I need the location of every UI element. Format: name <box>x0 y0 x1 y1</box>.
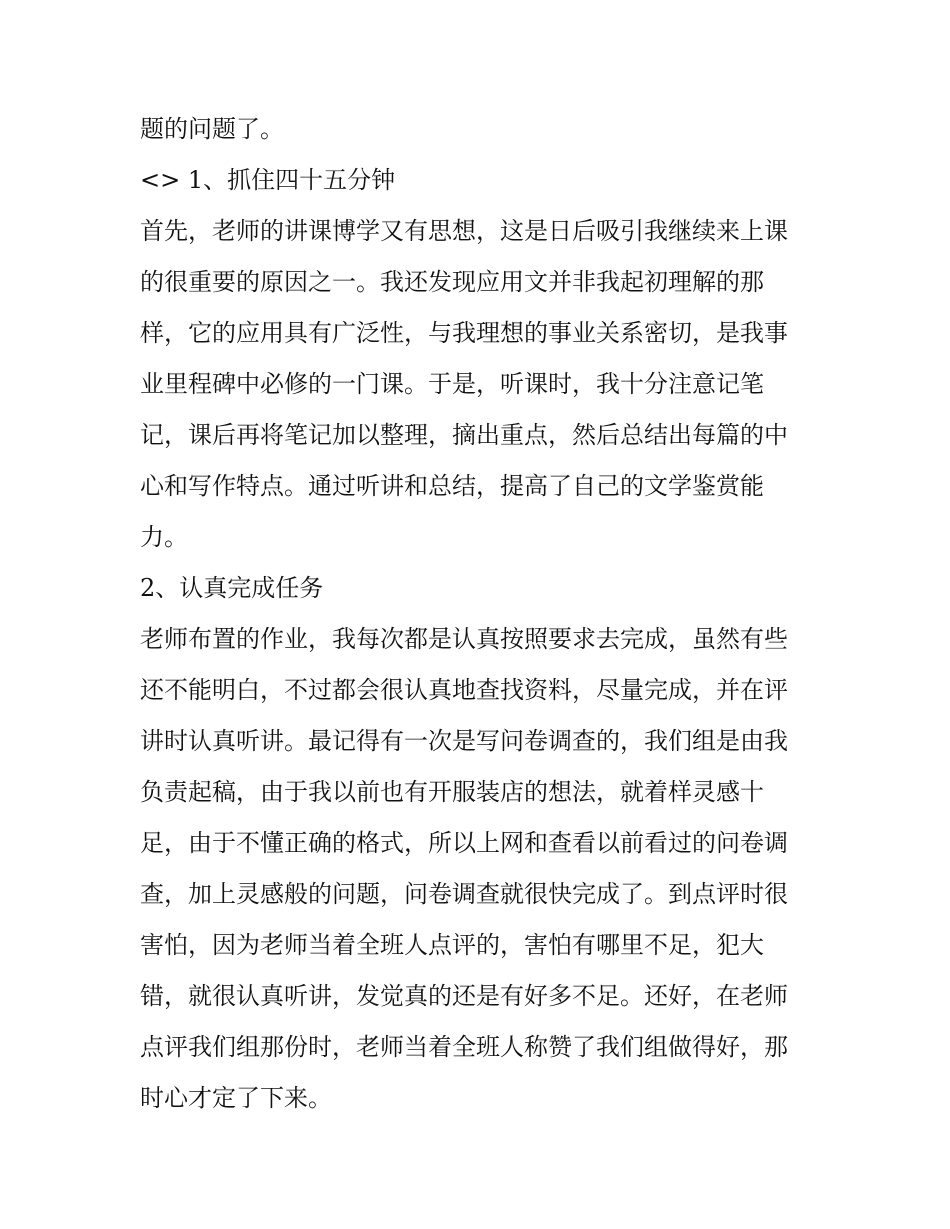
text-line: 错，就很认真听讲，发觉真的还是有好多不足。还好，在老师 <box>140 982 788 1010</box>
document-body <box>140 104 820 1124</box>
section-heading: 2、认真完成任务 <box>140 574 324 602</box>
text-line: 点评我们组那份时，老师当着全班人称赞了我们组做得好，那 <box>140 1033 788 1061</box>
text-line: 查，加上灵感般的问题，问卷调查就很快完成了。到点评时很 <box>140 880 788 908</box>
text-line: 首先，老师的讲课博学又有思想，这是日后吸引我继续来上课 <box>140 217 788 245</box>
text-line: 的很重要的原因之一。我还发现应用文并非我起初理解的那 <box>140 268 764 296</box>
text-line: 害怕，因为老师当着全班人点评的，害怕有哪里不足，犯大 <box>140 931 764 959</box>
text-line: 心和写作特点。通过听讲和总结，提高了自己的文学鉴赏能 <box>140 472 764 500</box>
text-line: 题的问题了。 <box>140 115 284 143</box>
text-line: 足，由于不懂正确的格式，所以上网和查看以前看过的问卷调 <box>140 829 788 857</box>
text-line: 讲时认真听讲。最记得有一次是写问卷调查的，我们组是由我 <box>140 727 788 755</box>
section-heading: <> 1、抓住四十五分钟 <box>140 166 396 194</box>
text-line: 时心才定了下来。 <box>140 1084 332 1112</box>
text-line: 力。 <box>140 523 188 551</box>
text-line: 老师布置的作业，我每次都是认真按照要求去完成，虽然有些 <box>140 625 788 653</box>
text-line: 记，课后再将笔记加以整理，摘出重点，然后总结出每篇的中 <box>140 421 788 449</box>
text-line: 还不能明白，不过都会很认真地查找资料，尽量完成，并在评 <box>140 676 788 704</box>
text-line: 业里程碑中必修的一门课。于是，听课时，我十分注意记笔 <box>140 370 764 398</box>
text-line: 负责起稿，由于我以前也有开服装店的想法，就着样灵感十 <box>140 778 764 806</box>
text-line: 样，它的应用具有广泛性，与我理想的事业关系密切，是我事 <box>140 319 788 347</box>
